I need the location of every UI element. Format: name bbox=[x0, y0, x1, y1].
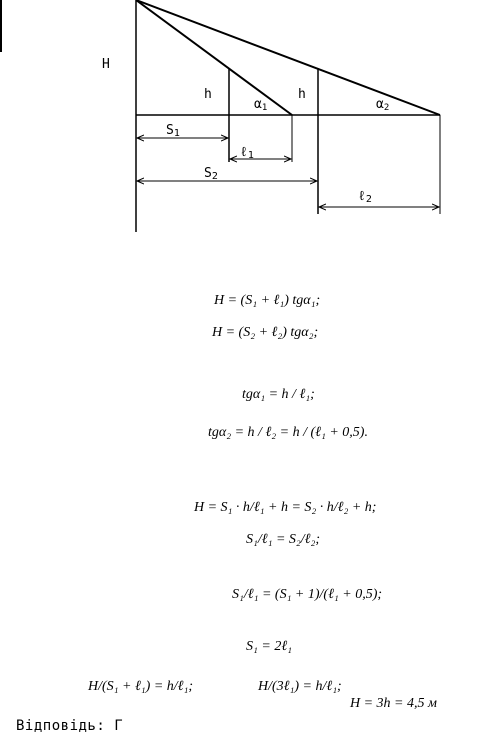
formula-7: S₁/ℓ₁ = (S₁ + 1)/(ℓ₁ + 0,5); bbox=[232, 587, 383, 602]
label-l2: ℓ2 bbox=[358, 189, 372, 205]
geometry-diagram bbox=[136, 0, 440, 232]
formula-9: H/(S₁ + ℓ₁) = h/ℓ₁; bbox=[88, 679, 194, 694]
hypotenuse-short bbox=[136, 0, 292, 115]
formula-11: H = 3h = 4,5 м bbox=[350, 696, 437, 711]
formula-2: H = (S₂ + ℓ₂) tgα₂; bbox=[212, 325, 319, 340]
label-alpha1: α1 bbox=[254, 97, 268, 113]
label-h-2: h bbox=[298, 87, 306, 102]
formula-1: H = (S₁ + ℓ₁) tgα₁; bbox=[214, 293, 321, 308]
label-H: H bbox=[102, 57, 110, 72]
answer-line: Відповідь: Г bbox=[16, 718, 124, 734]
label-S1: S1 bbox=[166, 123, 180, 139]
formula-3: tgα₁ = h / ℓ₁; bbox=[242, 387, 315, 402]
hypotenuse-long bbox=[136, 0, 440, 115]
label-alpha2: α2 bbox=[376, 97, 390, 113]
label-h-1: h bbox=[204, 87, 212, 102]
formula-4: tgα₂ = h / ℓ₂ = h / (ℓ₁ + 0,5). bbox=[208, 425, 368, 440]
formula-8: S₁ = 2ℓ₁ bbox=[246, 639, 293, 654]
formula-10: H/(3ℓ₁) = h/ℓ₁; bbox=[258, 679, 342, 694]
formulas bbox=[87, 293, 437, 711]
label-S2: S2 bbox=[204, 166, 218, 182]
label-l1: ℓ1 bbox=[240, 145, 254, 161]
formula-5: H = S₁ · h/ℓ₁ + h = S₂ · h/ℓ₂ + h; bbox=[194, 500, 377, 515]
formula-6: S₁/ℓ₁ = S₂/ℓ₂; bbox=[246, 532, 321, 547]
